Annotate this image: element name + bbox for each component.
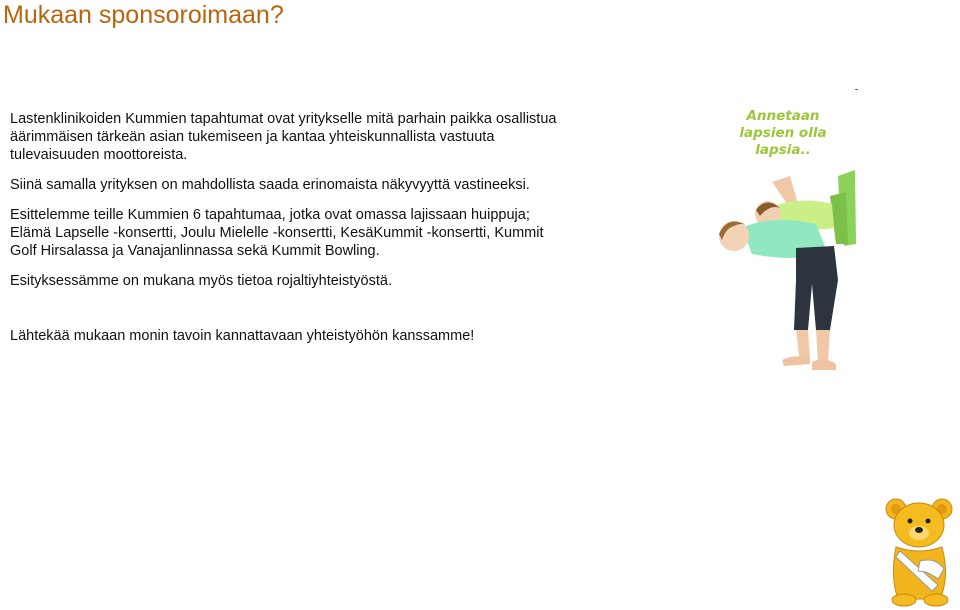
front-child-leg-right (816, 330, 830, 362)
slide-title: Mukaan sponsoroimaan? (3, 1, 284, 29)
front-child-foot-left (782, 356, 810, 366)
poster-corner-dot (855, 89, 858, 90)
intro-paragraph: Lastenklinikoiden Kummien tapahtumat ovat yritykselle mitä parhain paikka osallistua äärimmäisen tärkeän asian tukemiseen ja kantaa yhteiskunnallista vastuuta tulevaisuuden moottoreista. (10, 111, 557, 163)
body-text (10, 110, 570, 357)
poster-slogan: Annetaan lapsien olla lapsia.. (739, 108, 827, 158)
closing-paragraph: Lähtekää mukaan monin tavoin kannattavaan yhteistyöhön kanssamme! (10, 328, 475, 344)
royalty-paragraph: Esityksessämme on mukana myös tietoa rojaltiyhteistyöstä. (10, 273, 392, 289)
events-paragraph: Esittelemme teille Kummien 6 tapahtumaa, jotka ovat omassa lajissaan huippuja; Elämä Lapselle -konsertti, Joulu Mielelle -konsertti, KesäKummit -konsertti, Kummit Golf Hirsalassa ja Vanajanlinnassa sekä Kummit Bowling. (10, 207, 544, 259)
front-child-jeans (794, 246, 838, 330)
front-child-foot-right (812, 359, 836, 370)
teddy-bear-icon (882, 497, 958, 607)
visibility-paragraph: Siinä samalla yrityksen on mahdollista saada erinomaista näkyvyyttä vastineeksi. (10, 177, 530, 193)
